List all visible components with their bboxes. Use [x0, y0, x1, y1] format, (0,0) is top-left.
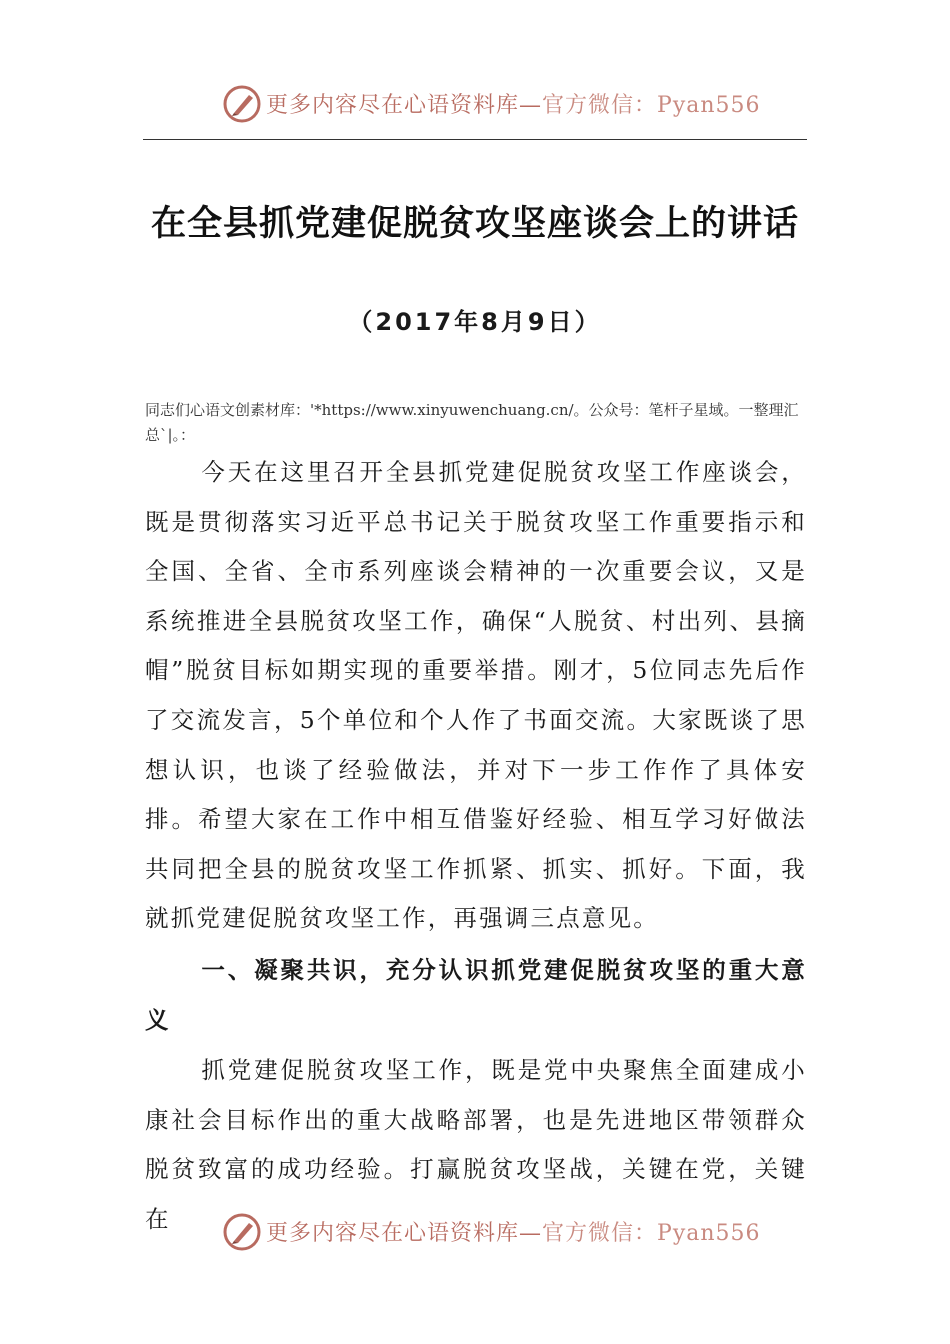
watermark-dash: —	[519, 93, 543, 118]
watermark-main: 更多内容尽在心语资料库	[266, 1221, 520, 1246]
pen-logo-icon	[222, 84, 262, 124]
watermark-text	[266, 88, 761, 119]
paragraph-2: 抓党建促脱贫攻坚工作，既是党中央聚焦全面建成小康社会目标作出的重大战略部署，也是先进地区带领群众脱贫致富的成功经验。打赢脱贫攻坚战，关键在党，关键在	[145, 1056, 807, 1233]
section-heading-1: 一、凝聚共识，充分认识抓党建促脱贫攻坚的重大意义	[145, 956, 807, 1034]
header-divider	[143, 139, 807, 140]
pen-logo-icon	[222, 1212, 262, 1252]
watermark-wechat: 官方微信：Pyan556	[542, 93, 761, 118]
watermark-dash: —	[519, 1221, 543, 1246]
header-watermark-banner	[0, 78, 950, 128]
source-note: 同志们心语文创素材库：'*https://www.xinyuwenchuang.cn/。公众号：笔杆子星域。一整理汇总`|。：	[145, 401, 799, 444]
footer-watermark-banner	[0, 1206, 950, 1256]
watermark-wechat: 官方微信：Pyan556	[542, 1221, 761, 1246]
watermark-main: 更多内容尽在心语资料库	[266, 93, 520, 118]
document-title: 在全县抓党建促脱贫攻坚座谈会上的讲话	[150, 204, 799, 244]
watermark-text	[266, 1216, 761, 1247]
paragraph-1: 今天在这里召开全县抓党建促脱贫攻坚工作座谈会，既是贯彻落实习近平总书记关于脱贫攻坚工作重要指示和全国、全省、全市系列座谈会精神的一次重要会议，又是系统推进全县脱贫攻坚工作，确保“人脱贫、村出列、县摘帽”脱贫目标如期实现的重要举措。刚才，5位同志先后作了交流发言，5个单位和个人作了书面交流。大家既谈了思想认识，也谈了经验做法，并对下一步工作作了具体安排。希望大家在工作中相互借鉴好经验、相互学习好做法共同把全县的脱贫攻坚工作抓紧、抓实、抓好。下面，我就抓党建促脱贫攻坚工作，再强调三点意见。	[145, 458, 807, 933]
document-date: （2017年8月9日）	[348, 308, 602, 336]
